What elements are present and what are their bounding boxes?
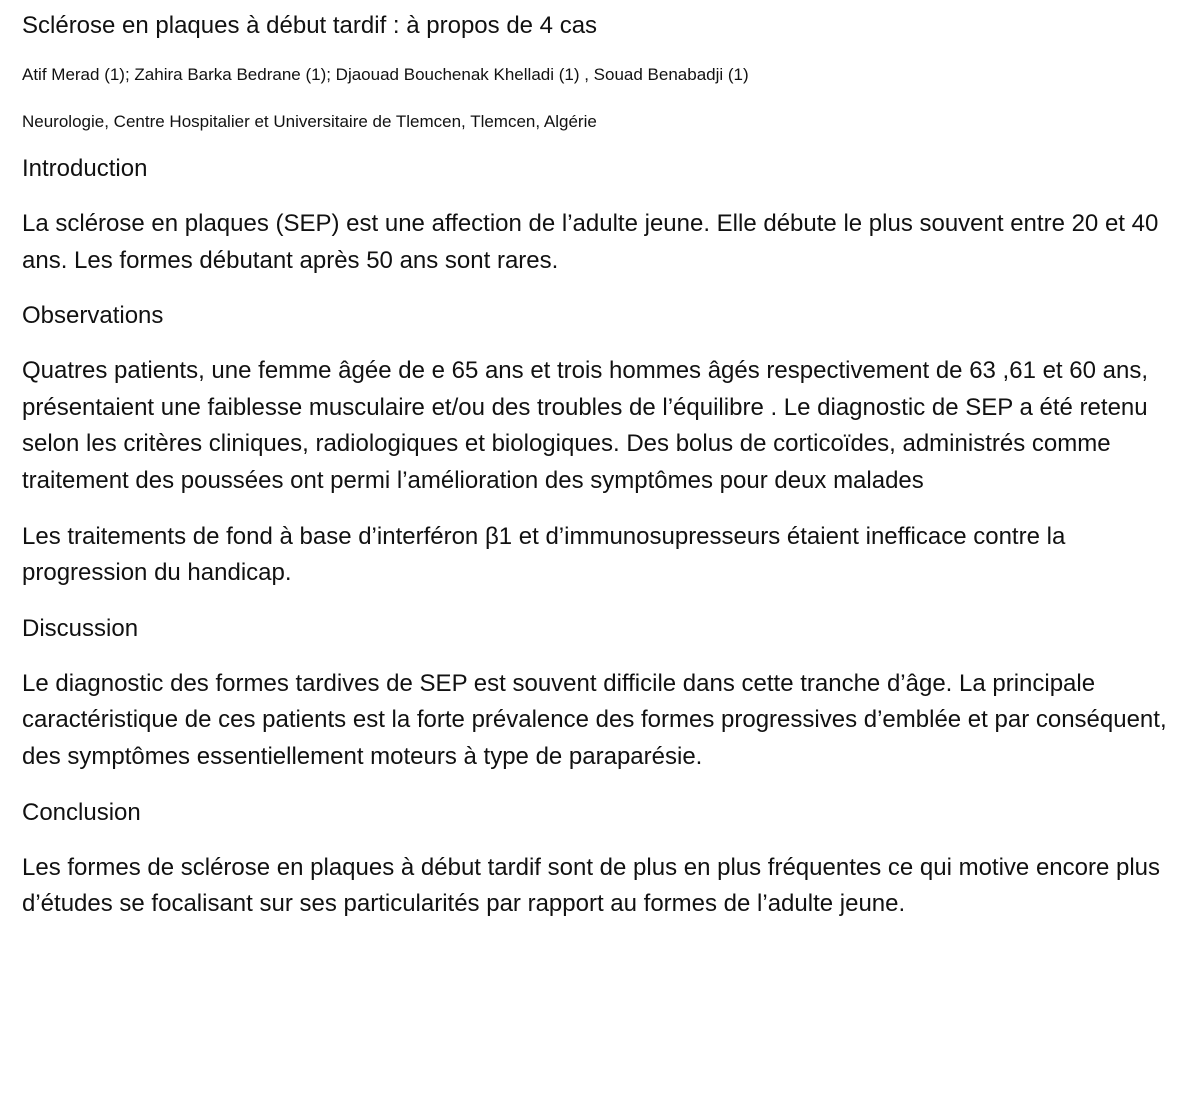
affiliation-line: Neurologie, Centre Hospitalier et Universitaire de Tlemcen, Tlemcen, Algérie (22, 112, 597, 131)
discussion-paragraph: Le diagnostic des formes tardives de SEP est souvent difficile dans cette tranche d’âge. La principale caractéristique de ces patients est la forte prévalence des formes progressives d’emblée et par conséquent, des symptômes essentiellement moteurs à type de paraparésie. (22, 669, 1167, 770)
abstract-document (22, 8, 1172, 942)
observations-paragraph-1: Quatres patients, une femme âgée de e 65 ans et trois hommes âgés respectivement de 63 ,61 et 60 ans, présentaient une faiblesse musculaire et/ou des troubles de l’équilibre . Le diagnostic de SEP a été retenu selon les critères cliniques, radiologiques et biologiques. Des bolus de corticoïdes, administrés comme traitement des poussées ont permi l’amélioration des symptômes pour deux malades (22, 357, 1148, 494)
observations-heading: Observations (22, 302, 164, 330)
conclusion-heading: Conclusion (22, 798, 141, 826)
conclusion-paragraph: Les formes de sclérose en plaques à début tardif sont de plus en plus fréquentes ce qui motive encore plus d’études se focalisant sur ses particularités par rapport au formes de l’adulte jeune. (22, 853, 1161, 918)
document-title: Sclérose en plaques à début tardif : à propos de 4 cas (22, 12, 598, 39)
introduction-paragraph: La sclérose en plaques (SEP) est une affection de l’adulte jeune. Elle débute le plus souvent entre 20 et 40 ans. Les formes débutant après 50 ans sont rares. (22, 210, 1159, 274)
observations-paragraph-2: Les traitements de fond à base d’interféron β1 et d’immunosupresseurs étaient inefficace contre la progression du handicap. (22, 522, 1066, 587)
authors-line: Atif Merad (1); Zahira Barka Bedrane (1); Djaouad Bouchenak Khelladi (1) , Souad Benabadji (1) (22, 65, 749, 84)
introduction-heading: Introduction (22, 155, 148, 182)
discussion-heading: Discussion (22, 614, 139, 642)
